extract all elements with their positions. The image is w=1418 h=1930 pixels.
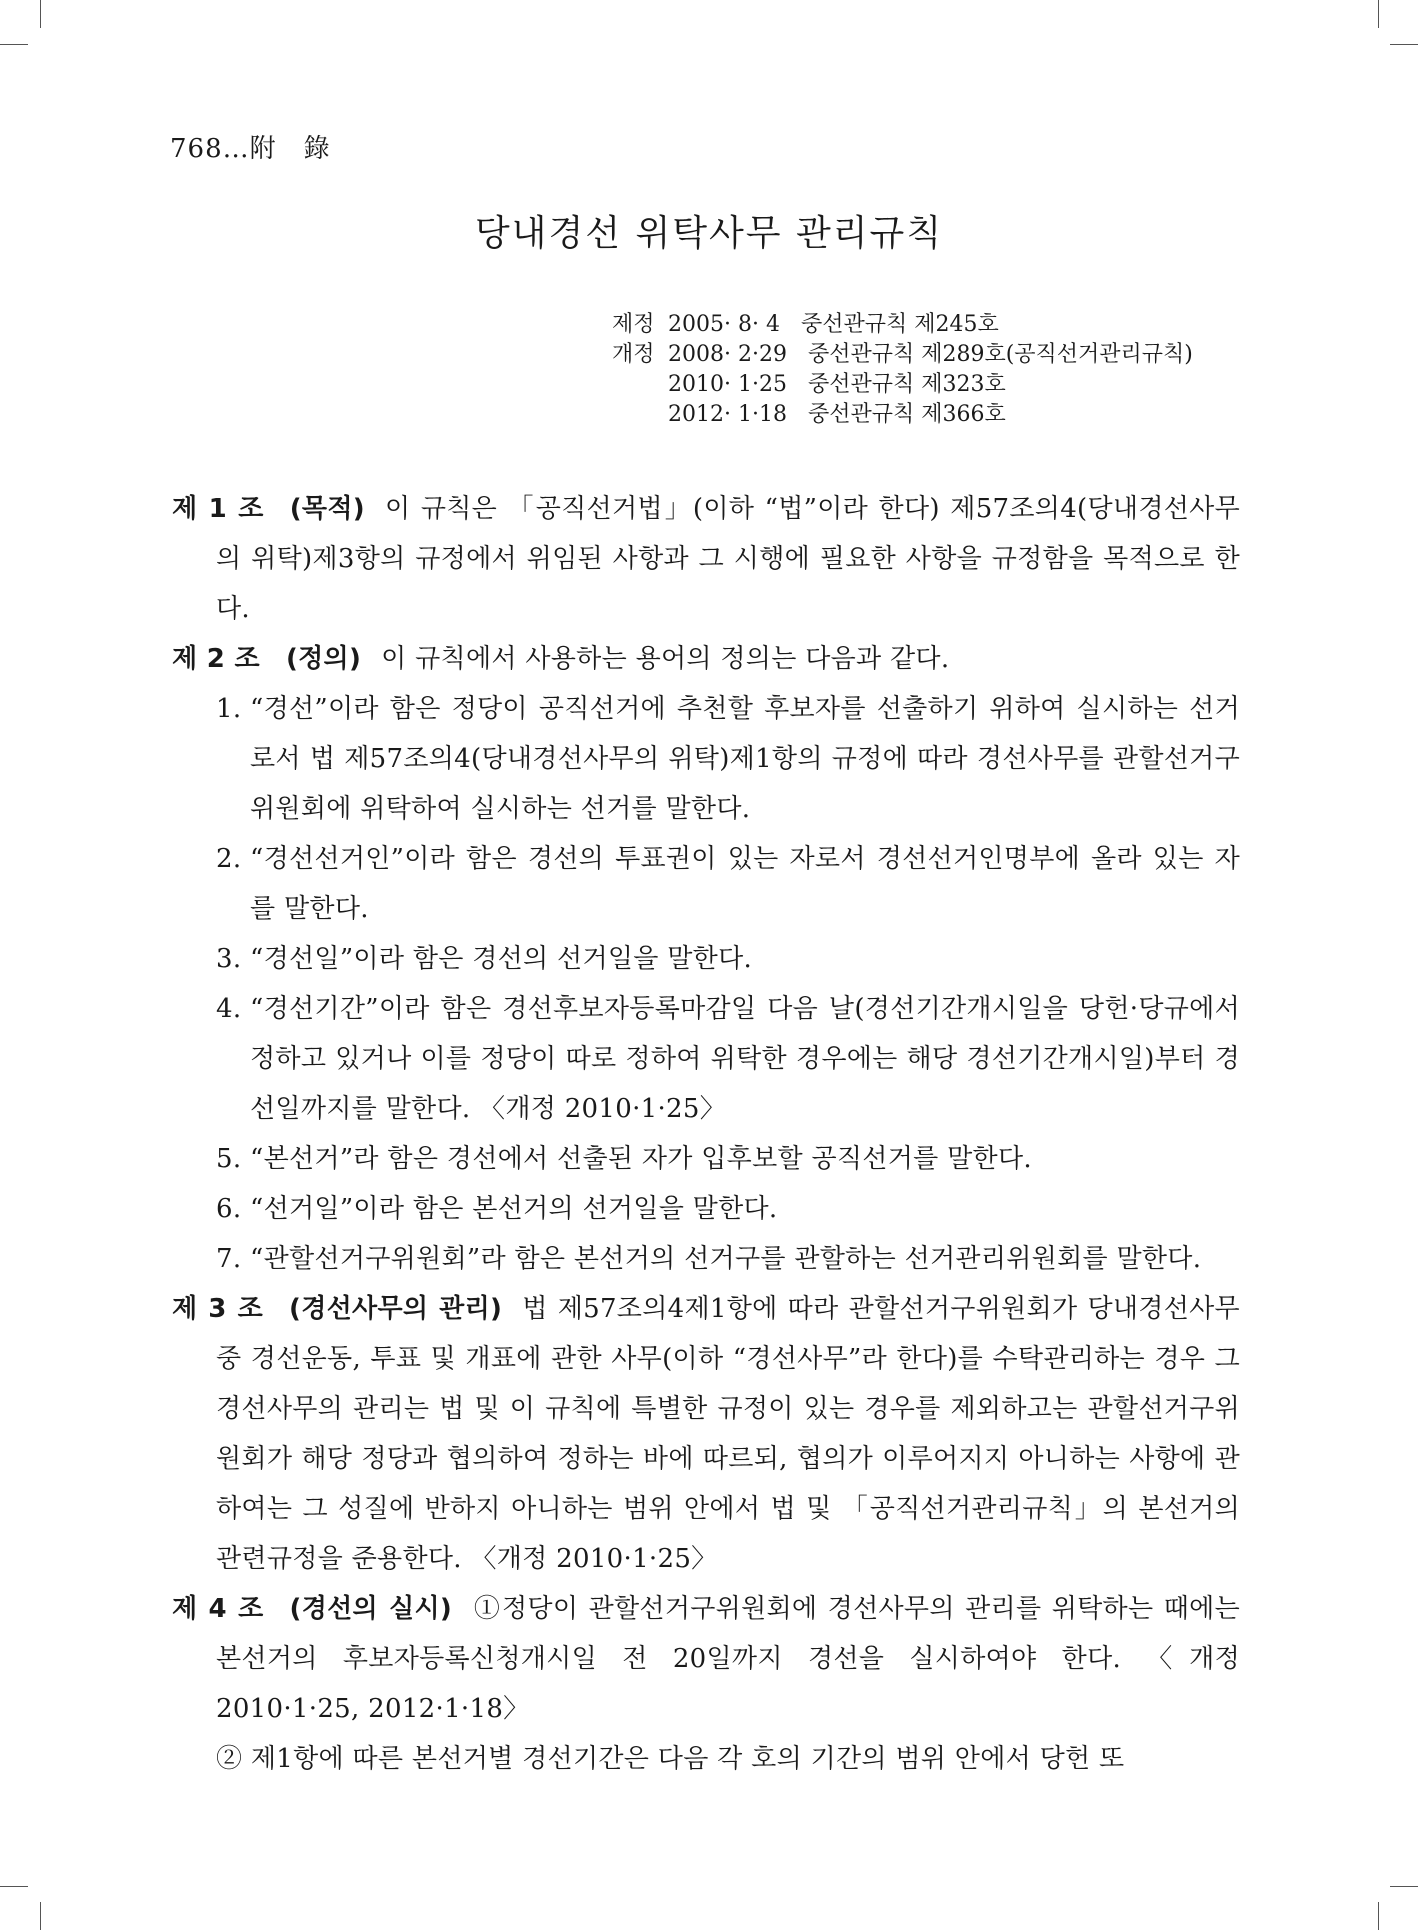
document-title: 당내경선 위탁사무 관리규칙 — [474, 213, 944, 254]
article-3 — [172, 1284, 1240, 1584]
article-paragraph: ② 제1항에 따른 본선거별 경선기간은 다음 각 호의 기간의 범위 안에서 당헌 또 — [216, 1744, 1125, 1774]
crop-mark — [1390, 1886, 1418, 1887]
history-label: 제정 — [612, 312, 655, 337]
article-body: 이 규칙은 「공직선거법」(이하 “법”이라 한다) 제57조의4(당내경선사무의 위탁)제3항의 규정에서 위임된 사항과 그 시행에 필요한 사항을 규정함을 목적으로 한다. — [216, 494, 1240, 624]
definition-item — [172, 1234, 1240, 1284]
definition-item — [172, 1134, 1240, 1184]
item-number: 5. — [216, 1144, 242, 1174]
article-number: 제 1 조 — [172, 494, 264, 524]
item-text: “선거일”이라 함은 본선거의 선거일을 말한다. — [250, 1194, 778, 1224]
item-number: 1. — [216, 694, 242, 724]
article-4 — [172, 1584, 1240, 1784]
article-body: ①정당이 관할선거구위원회에 경선사무의 관리를 위탁하는 때에는 본선거의 후보자등록신청개시일 전 20일까지 경선을 실시하여야 한다. 〈개정 2010·1·25, 2012·1·18〉 — [216, 1594, 1240, 1724]
crop-mark — [40, 1902, 41, 1930]
article-title: (정의) — [285, 644, 362, 674]
article-1 — [172, 484, 1240, 634]
history-date: 2008· 2·29 — [668, 342, 787, 367]
item-text: “경선”이라 함은 정당이 공직선거에 추천할 후보자를 선출하기 위하여 실시하는 선거로서 법 제57조의4(당내경선사무의 위탁)제1항의 규정에 따라 경선사무를 관할선거구위원회에 위탁하여 실시하는 선거를 말한다. — [250, 694, 1240, 824]
article-number: 제 3 조 — [172, 1294, 264, 1324]
history-rule: 중선관규칙 제289호(공직선거관리규칙) — [807, 342, 1193, 367]
item-text: “경선선거인”이라 함은 경선의 투표권이 있는 자로서 경선선거인명부에 올라 있는 자를 말한다. — [250, 844, 1240, 924]
definition-item — [172, 834, 1240, 934]
page-header: 768…附 錄 — [170, 134, 331, 164]
crop-mark — [0, 44, 28, 45]
item-text: “경선일”이라 함은 경선의 선거일을 말한다. — [250, 944, 753, 974]
item-number: 4. — [216, 994, 242, 1024]
crop-mark — [40, 0, 41, 28]
history-rule: 중선관규칙 제366호 — [807, 402, 1006, 427]
article-number: 제 2 조 — [172, 644, 260, 674]
article-text — [172, 484, 1240, 634]
item-number: 2. — [216, 844, 242, 874]
definition-item — [172, 984, 1240, 1134]
item-number: 7. — [216, 1244, 242, 1274]
item-text: “관할선거구위원회”라 함은 본선거의 선거구를 관할하는 선거관리위원회를 말한다. — [250, 1244, 1202, 1274]
history-rule: 중선관규칙 제323호 — [807, 372, 1006, 397]
history-label: 개정 — [612, 342, 655, 367]
history-row — [612, 370, 1193, 400]
definition-item — [172, 684, 1240, 834]
item-number: 6. — [216, 1194, 242, 1224]
history-rule: 중선관규칙 제245호 — [800, 312, 999, 337]
article-title: (목적) — [289, 494, 365, 524]
article-title: (경선의 실시) — [289, 1594, 453, 1624]
crop-mark — [0, 1886, 28, 1887]
definition-item — [172, 934, 1240, 984]
crop-mark — [1390, 44, 1418, 45]
item-text: “본선거”라 함은 경선에서 선출된 자가 입후보할 공직선거를 말한다. — [250, 1144, 1032, 1174]
document-body — [172, 484, 1240, 1784]
history-row — [612, 340, 1193, 370]
amendment-history — [612, 310, 1193, 430]
history-row — [612, 310, 1193, 340]
article-number: 제 4 조 — [172, 1594, 264, 1624]
article-title: (경선사무의 관리) — [289, 1294, 503, 1324]
article-body: 이 규칙에서 사용하는 용어의 정의는 다음과 같다. — [381, 644, 950, 674]
history-row — [612, 400, 1193, 430]
crop-mark — [1378, 0, 1379, 28]
article-text — [172, 1284, 1240, 1584]
article-2 — [172, 634, 1240, 1284]
item-number: 3. — [216, 944, 242, 974]
history-date: 2012· 1·18 — [668, 402, 787, 427]
history-date: 2005· 8· 4 — [668, 312, 780, 337]
history-date: 2010· 1·25 — [668, 372, 787, 397]
article-body: 법 제57조의4제1항에 따라 관할선거구위원회가 당내경선사무 중 경선운동, 투표 및 개표에 관한 사무(이하 “경선사무”라 한다)를 수탁관리하는 경우 그 경선사무의 관리는 법 및 이 규칙에 특별한 규정이 있는 경우를 제외하고는 관할선거구위원회가 해당 정당과 협의하여 정하는 바에 따르되, 협의가 이루어지지 아니하는 사항에 관하여는 그 성질에 반하지 아니하는 범위 안에서 법 및 「공직선거관리규칙」의 본선거의 관련규정을 준용한다. 〈개정 2010·1·25〉 — [216, 1294, 1240, 1574]
article-text — [172, 1584, 1240, 1734]
definition-item — [172, 1184, 1240, 1234]
item-text: “경선기간”이라 함은 경선후보자등록마감일 다음 날(경선기간개시일을 당헌·당규에서 정하고 있거나 이를 정당이 따로 정하여 위탁한 경우에는 해당 경선기간개시일)부터 경선일까지를 말한다. 〈개정 2010·1·25〉 — [250, 994, 1240, 1124]
crop-mark — [1378, 1902, 1379, 1930]
article-text — [172, 634, 1240, 684]
